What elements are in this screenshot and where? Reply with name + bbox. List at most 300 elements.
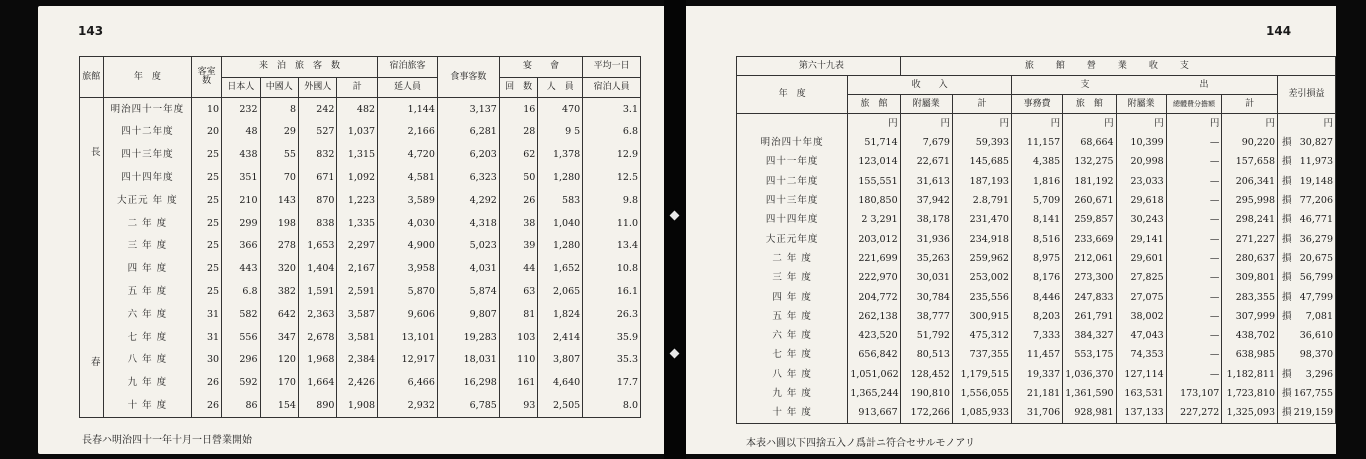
- value-cell: 890: [298, 394, 336, 417]
- right-page: [686, 6, 1336, 454]
- header-expense-office: 事務費: [1011, 95, 1062, 114]
- value-cell: 583: [538, 189, 583, 212]
- value-cell: 280,637: [1222, 249, 1278, 268]
- header-income: 收 入: [848, 76, 1012, 95]
- value-cell: 48: [222, 121, 260, 144]
- table-row: [80, 189, 641, 212]
- value-cell: 161: [499, 372, 537, 395]
- value-cell: 37,942: [900, 191, 952, 210]
- value-cell: 1,404: [298, 258, 336, 281]
- year-cell: 八 年 度: [737, 365, 848, 384]
- value-cell: 170: [260, 372, 298, 395]
- value-cell: 1,591: [298, 280, 336, 303]
- value-cell: 210: [222, 189, 260, 212]
- table-row: [80, 280, 641, 303]
- value-cell: 2,167: [337, 258, 378, 281]
- value-cell: 2,297: [337, 235, 378, 258]
- loss-mark: 損: [1282, 291, 1292, 303]
- header-rooms: 客室数: [192, 57, 222, 98]
- value-cell: 155,551: [848, 172, 900, 191]
- value-cell: —: [1166, 172, 1222, 191]
- value-cell: 1,908: [337, 394, 378, 417]
- value-cell: 838: [298, 212, 336, 235]
- value-cell: 2,384: [337, 349, 378, 372]
- value-cell: 3,587: [337, 303, 378, 326]
- value-cell: —: [1166, 307, 1222, 326]
- value-cell: 90,220: [1222, 133, 1278, 152]
- header-expense-total: 計: [1222, 95, 1278, 114]
- value-cell: 1,182,811: [1222, 365, 1278, 384]
- value-cell: 231,470: [952, 210, 1011, 229]
- book-gutter: [664, 0, 686, 459]
- year-cell: 九 年 度: [103, 372, 192, 395]
- value-cell: 30,243: [1116, 210, 1166, 229]
- value-cell: 5,870: [378, 280, 438, 303]
- value-cell: 29,618: [1116, 191, 1166, 210]
- table-row: [737, 307, 1336, 326]
- header-japanese: 日本人: [222, 77, 260, 98]
- value-cell: 1,652: [538, 258, 583, 281]
- value-cell: 1,378: [538, 144, 583, 167]
- value-cell: 62: [499, 144, 537, 167]
- difference-cell: [1278, 191, 1336, 210]
- table-row: [737, 346, 1336, 365]
- value-cell: 3,589: [378, 189, 438, 212]
- value-cell: —: [1166, 153, 1222, 172]
- difference-cell: [1278, 326, 1336, 345]
- header-chinese: 中國人: [260, 77, 298, 98]
- value-cell: 235,556: [952, 288, 1011, 307]
- value-cell: 832: [298, 144, 336, 167]
- value-cell: 3.1: [583, 98, 641, 121]
- value-cell: 928,981: [1063, 403, 1116, 423]
- value-cell: 299: [222, 212, 260, 235]
- value-cell: 870: [298, 189, 336, 212]
- value-cell: 38,002: [1116, 307, 1166, 326]
- table-row: [80, 394, 641, 417]
- value-cell: 8,141: [1011, 210, 1062, 229]
- value-cell: 63: [499, 280, 537, 303]
- table-row: [737, 210, 1336, 229]
- value-cell: 351: [222, 166, 260, 189]
- value-cell: 68,664: [1063, 133, 1116, 152]
- value-cell: 3,581: [337, 326, 378, 349]
- value-cell: 295,998: [1222, 191, 1278, 210]
- year-cell: 明治四十年度: [737, 133, 848, 152]
- header-income-total: 計: [952, 95, 1011, 114]
- value-cell: 592: [222, 372, 260, 395]
- unit-cell: 円: [1166, 114, 1222, 134]
- value-cell: 9 5: [538, 121, 583, 144]
- difference-value: 219,159: [1293, 407, 1333, 419]
- value-cell: 80,513: [900, 346, 952, 365]
- unit-cell: 円: [848, 114, 900, 134]
- year-cell: 三 年 度: [737, 268, 848, 287]
- value-cell: 5,023: [437, 235, 499, 258]
- year-cell: 二 年 度: [103, 212, 192, 235]
- value-cell: 262,138: [848, 307, 900, 326]
- unit-cell: 円: [1278, 114, 1336, 134]
- place-name-top: 長: [90, 147, 101, 159]
- value-cell: 11.0: [583, 212, 641, 235]
- value-cell: 81: [499, 303, 537, 326]
- value-cell: 2,166: [378, 121, 438, 144]
- value-cell: 2,426: [337, 372, 378, 395]
- value-cell: 25: [192, 166, 222, 189]
- value-cell: 261,791: [1063, 307, 1116, 326]
- value-cell: 2,678: [298, 326, 336, 349]
- unit-cell: 円: [1063, 114, 1116, 134]
- header-expense-b: 出: [1199, 79, 1209, 90]
- header-guests: 来 泊 旅 客 数: [222, 57, 378, 78]
- value-cell: 443: [222, 258, 260, 281]
- value-cell: 582: [222, 303, 260, 326]
- difference-cell: [1278, 384, 1336, 403]
- year-cell: 八 年 度: [103, 349, 192, 372]
- value-cell: 1,816: [1011, 172, 1062, 191]
- value-cell: 31: [192, 303, 222, 326]
- value-cell: 737,355: [952, 346, 1011, 365]
- difference-cell: [1278, 307, 1336, 326]
- value-cell: 51,714: [848, 133, 900, 152]
- year-cell: 四十三年度: [737, 191, 848, 210]
- value-cell: 38,178: [900, 210, 952, 229]
- value-cell: 30: [192, 349, 222, 372]
- value-cell: 366: [222, 235, 260, 258]
- value-cell: —: [1166, 133, 1222, 152]
- value-cell: 1,325,093: [1222, 403, 1278, 423]
- value-cell: 120: [260, 349, 298, 372]
- value-cell: 25: [192, 212, 222, 235]
- value-cell: 233,669: [1063, 230, 1116, 249]
- header-year: 年 度: [103, 57, 192, 98]
- value-cell: 1,144: [378, 98, 438, 121]
- loss-mark: 損: [1282, 195, 1292, 207]
- difference-value: 36,610: [1299, 330, 1333, 342]
- value-cell: 638,985: [1222, 346, 1278, 365]
- unit-row: [737, 114, 1336, 134]
- year-cell: 明治四十一年度: [103, 98, 192, 121]
- value-cell: 642: [260, 303, 298, 326]
- header-diff: 差引損益: [1278, 76, 1336, 114]
- loss-mark: 損: [1282, 388, 1292, 400]
- value-cell: 154: [260, 394, 298, 417]
- value-cell: 20: [192, 121, 222, 144]
- value-cell: 10,399: [1116, 133, 1166, 152]
- year-cell: 四十四年度: [737, 210, 848, 229]
- unit-cell: [737, 114, 848, 134]
- value-cell: 1,280: [538, 235, 583, 258]
- value-cell: 8,176: [1011, 268, 1062, 287]
- header-year: 年 度: [737, 76, 848, 114]
- header-banquet-people: 人 員: [538, 77, 583, 98]
- table-row: [80, 349, 641, 372]
- value-cell: 260,671: [1063, 191, 1116, 210]
- difference-value: 7,081: [1305, 310, 1333, 322]
- value-cell: 4,030: [378, 212, 438, 235]
- value-cell: 5,874: [437, 280, 499, 303]
- value-cell: 13,101: [378, 326, 438, 349]
- value-cell: 1,037: [337, 121, 378, 144]
- value-cell: 16: [499, 98, 537, 121]
- table-row: [737, 172, 1336, 191]
- value-cell: 26: [192, 394, 222, 417]
- value-cell: 482: [337, 98, 378, 121]
- value-cell: 30,784: [900, 288, 952, 307]
- value-cell: 259,857: [1063, 210, 1116, 229]
- value-cell: 656,842: [848, 346, 900, 365]
- value-cell: 12.9: [583, 144, 641, 167]
- table-row: [80, 144, 641, 167]
- year-cell: 六 年 度: [737, 326, 848, 345]
- value-cell: 1,365,244: [848, 384, 900, 403]
- value-cell: 123,014: [848, 153, 900, 172]
- value-cell: 30,031: [900, 268, 952, 287]
- year-cell: 四十二年度: [103, 121, 192, 144]
- value-cell: 1,723,810: [1222, 384, 1278, 403]
- binding-mark: [670, 211, 680, 221]
- year-cell: 大正元 年 度: [103, 189, 192, 212]
- value-cell: 38,777: [900, 307, 952, 326]
- value-cell: 19,337: [1011, 365, 1062, 384]
- value-cell: 143: [260, 189, 298, 212]
- table-row: [737, 403, 1336, 423]
- value-cell: —: [1166, 191, 1222, 210]
- difference-value: 19,148: [1299, 175, 1333, 187]
- value-cell: 21,181: [1011, 384, 1062, 403]
- year-cell: 五 年 度: [103, 280, 192, 303]
- value-cell: 6.8: [222, 280, 260, 303]
- value-cell: 25: [192, 144, 222, 167]
- value-cell: 8: [260, 98, 298, 121]
- value-cell: 2,363: [298, 303, 336, 326]
- footnote: 本表ハ圓以下四捨五入ノ爲計ニ符合セサルモノアリ: [746, 438, 975, 449]
- value-cell: 51,792: [900, 326, 952, 345]
- year-cell: 四十一年度: [737, 153, 848, 172]
- value-cell: 25: [192, 235, 222, 258]
- value-cell: 17.7: [583, 372, 641, 395]
- value-cell: 470: [538, 98, 583, 121]
- value-cell: 221,699: [848, 249, 900, 268]
- value-cell: 132,275: [1063, 153, 1116, 172]
- value-cell: 20,998: [1116, 153, 1166, 172]
- value-cell: —: [1166, 326, 1222, 345]
- value-cell: 2,505: [538, 394, 583, 417]
- value-cell: 671: [298, 166, 336, 189]
- value-cell: 10: [192, 98, 222, 121]
- value-cell: —: [1166, 230, 1222, 249]
- value-cell: 38: [499, 212, 537, 235]
- value-cell: 475,312: [952, 326, 1011, 345]
- value-cell: 110: [499, 349, 537, 372]
- loss-mark: 損: [1282, 233, 1292, 245]
- inn-income-expense-table: [736, 56, 1336, 424]
- loss-mark: 損: [1282, 252, 1292, 264]
- value-cell: 1,051,062: [848, 365, 900, 384]
- value-cell: 1,361,590: [1063, 384, 1116, 403]
- place-name-bottom: 春: [90, 356, 101, 368]
- difference-value: 47,799: [1299, 291, 1333, 303]
- table-row: [737, 288, 1336, 307]
- difference-value: 30,827: [1299, 137, 1333, 149]
- header-expense-inn: 旅 館: [1063, 95, 1116, 114]
- value-cell: 26: [499, 189, 537, 212]
- value-cell: 271,227: [1222, 230, 1278, 249]
- year-cell: 九 年 度: [737, 384, 848, 403]
- footnote: 長春ハ明治四十一年十月一日營業開始: [82, 435, 252, 446]
- value-cell: 25: [192, 258, 222, 281]
- value-cell: 31: [192, 326, 222, 349]
- value-cell: 1,556,055: [952, 384, 1011, 403]
- header-foreign: 外國人: [298, 77, 336, 98]
- value-cell: 35,263: [900, 249, 952, 268]
- value-cell: 438: [222, 144, 260, 167]
- value-cell: 93: [499, 394, 537, 417]
- value-cell: 9,807: [437, 303, 499, 326]
- value-cell: 9.8: [583, 189, 641, 212]
- value-cell: —: [1166, 288, 1222, 307]
- value-cell: —: [1166, 365, 1222, 384]
- value-cell: 8,975: [1011, 249, 1062, 268]
- year-cell: 三 年 度: [103, 235, 192, 258]
- table-row: [737, 230, 1336, 249]
- value-cell: 8.0: [583, 394, 641, 417]
- value-cell: 22,671: [900, 153, 952, 172]
- table-row: [80, 303, 641, 326]
- value-cell: 55: [260, 144, 298, 167]
- value-cell: 2,065: [538, 280, 583, 303]
- value-cell: 278: [260, 235, 298, 258]
- unit-cell: 円: [1116, 114, 1166, 134]
- page-number: 144: [1266, 24, 1292, 38]
- value-cell: 6.8: [583, 121, 641, 144]
- value-cell: 309,801: [1222, 268, 1278, 287]
- difference-cell: [1278, 210, 1336, 229]
- value-cell: 1,179,515: [952, 365, 1011, 384]
- value-cell: 25: [192, 189, 222, 212]
- value-cell: 19,283: [437, 326, 499, 349]
- value-cell: 13.4: [583, 235, 641, 258]
- difference-value: 46,771: [1299, 214, 1333, 226]
- difference-cell: [1278, 249, 1336, 268]
- header-stay-sub: 延人員: [378, 77, 438, 98]
- difference-cell: [1278, 172, 1336, 191]
- value-cell: 273,300: [1063, 268, 1116, 287]
- loss-mark: 損: [1282, 175, 1292, 187]
- value-cell: 4,318: [437, 212, 499, 235]
- value-cell: 25: [192, 280, 222, 303]
- value-cell: 157,658: [1222, 153, 1278, 172]
- value-cell: 181,192: [1063, 172, 1116, 191]
- value-cell: 70: [260, 166, 298, 189]
- value-cell: 28: [499, 121, 537, 144]
- value-cell: 44: [499, 258, 537, 281]
- difference-value: 11,973: [1299, 156, 1333, 168]
- year-cell: 十 年 度: [737, 403, 848, 423]
- difference-value: 98,370: [1299, 349, 1333, 361]
- loss-mark: 損: [1282, 407, 1292, 419]
- value-cell: 3,958: [378, 258, 438, 281]
- value-cell: 1,335: [337, 212, 378, 235]
- value-cell: 4,581: [378, 166, 438, 189]
- value-cell: 29,601: [1116, 249, 1166, 268]
- value-cell: 35.9: [583, 326, 641, 349]
- difference-cell: [1278, 230, 1336, 249]
- value-cell: 4,385: [1011, 153, 1062, 172]
- difference-cell: [1278, 346, 1336, 365]
- value-cell: 11,457: [1011, 346, 1062, 365]
- difference-cell: [1278, 365, 1336, 384]
- table-row: [80, 258, 641, 281]
- table-row: [737, 133, 1336, 152]
- value-cell: 913,667: [848, 403, 900, 423]
- difference-value: 77,206: [1299, 195, 1333, 207]
- value-cell: 29,141: [1116, 230, 1166, 249]
- header-expense-a: 支: [1080, 79, 1090, 90]
- value-cell: 23,033: [1116, 172, 1166, 191]
- value-cell: 8,203: [1011, 307, 1062, 326]
- value-cell: 31,613: [900, 172, 952, 191]
- value-cell: 86: [222, 394, 260, 417]
- table-row: [80, 121, 641, 144]
- difference-cell: [1278, 288, 1336, 307]
- difference-value: 167,755: [1293, 388, 1333, 400]
- place-cell: [80, 98, 104, 418]
- header-average-sub: 宿泊人員: [583, 77, 641, 98]
- value-cell: 222,970: [848, 268, 900, 287]
- year-cell: 五 年 度: [737, 307, 848, 326]
- header-expense: [1011, 76, 1277, 95]
- value-cell: 298,241: [1222, 210, 1278, 229]
- value-cell: 206,341: [1222, 172, 1278, 191]
- value-cell: 16,298: [437, 372, 499, 395]
- value-cell: —: [1166, 346, 1222, 365]
- header-banquet-count: 回 数: [499, 77, 537, 98]
- value-cell: 5,709: [1011, 191, 1062, 210]
- value-cell: 198: [260, 212, 298, 235]
- value-cell: 26: [192, 372, 222, 395]
- table-row: [737, 326, 1336, 345]
- value-cell: 1,968: [298, 349, 336, 372]
- header-expense-annex: 附屬業: [1116, 95, 1166, 114]
- header-income-annex: 附屬業: [900, 95, 952, 114]
- value-cell: 6,785: [437, 394, 499, 417]
- year-cell: 四十三年度: [103, 144, 192, 167]
- table-row: [737, 384, 1336, 403]
- value-cell: 2,932: [378, 394, 438, 417]
- difference-cell: [1278, 133, 1336, 152]
- value-cell: 7,679: [900, 133, 952, 152]
- table-row: [737, 191, 1336, 210]
- value-cell: 187,193: [952, 172, 1011, 191]
- header-income-inn: 旅 館: [848, 95, 900, 114]
- value-cell: 283,355: [1222, 288, 1278, 307]
- value-cell: —: [1166, 210, 1222, 229]
- difference-value: 36,279: [1299, 233, 1333, 245]
- value-cell: 8,446: [1011, 288, 1062, 307]
- value-cell: 204,772: [848, 288, 900, 307]
- loss-mark: 損: [1282, 368, 1292, 380]
- value-cell: 2,591: [337, 280, 378, 303]
- value-cell: 2 3,291: [848, 210, 900, 229]
- value-cell: 4,640: [538, 372, 583, 395]
- difference-value: 3,296: [1305, 368, 1333, 380]
- value-cell: 1,653: [298, 235, 336, 258]
- table-title: 旅館營業收支: [900, 57, 1335, 76]
- value-cell: 47,043: [1116, 326, 1166, 345]
- value-cell: 296: [222, 349, 260, 372]
- header-stay: 宿泊旅客: [378, 57, 438, 78]
